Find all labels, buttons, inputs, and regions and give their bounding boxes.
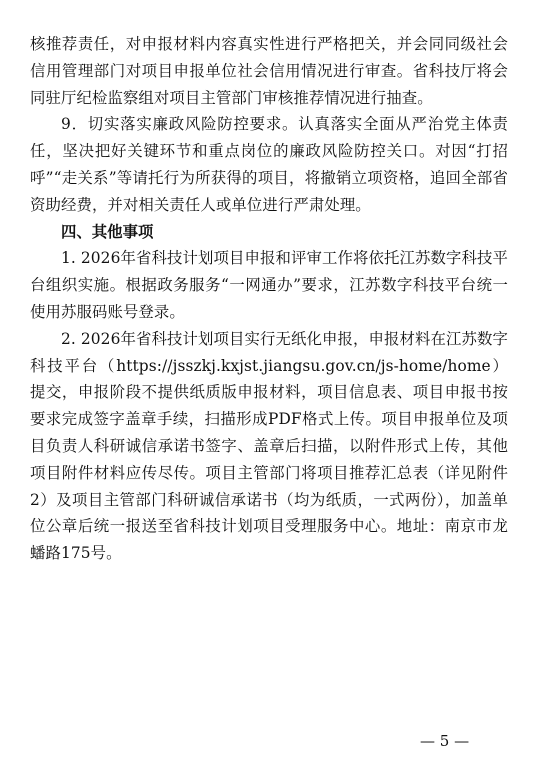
paragraph-platform-notice: 1. 2026年省科技计划项目申报和评审工作将依托江苏数字科技平台组织实施。根据政务服务“一网通办”要求，江苏数字科技平台统一使用苏服码账号登录。 [30, 249, 508, 321]
section-heading-other-matters: 四、其他事项 [61, 222, 154, 241]
paragraph-review-responsibility: 核推荐责任，对申报材料内容真实性进行严格把关，并会同同级社会信用管理部门对项目申报单位社会信用情况进行审查。省科技厅将会同驻厅纪检监察组对项目主管部门审核推荐情况进行抽查。 [30, 35, 508, 107]
document-body [30, 31, 508, 567]
paragraph-paperless-application: 2. 2026年省科技计划项目实行无纸化申报，申报材料在江苏数字科技平台（https://jsszkj.kxjst.jiangsu.gov.cn/js-home/home）提交，申报阶段不提供纸质版申报材料，项目信息表、项目申报书按要求完成签字盖章手续，扫描形成PDF格式上传。项目申报单位及项目负责人科研诚信承诺书签字、盖章后扫描，以附件形式上传，其他项目附件材料应传尽传。项目主管部门将项目推荐汇总表（详见附件2）及项目主管部门科研诚信承诺书（均为纸质，一式两份），加盖单位公章后统一报送至省科技计划项目受理服务中心。地址：南京市龙蟠路175号。 [30, 329, 508, 563]
paragraph-integrity-risk-control: 9．切实落实廉政风险防控要求。认真落实全面从严治党主体责任，坚决把好关键环节和重点岗位的廉政风险防控关口。对因“打招呼”“走关系”等请托行为所获得的项目，将撤销立项资格，追回全部省资助经费，并对相关责任人或单位进行严肃处理。 [30, 115, 508, 214]
page-number: — 5 — [420, 732, 470, 750]
